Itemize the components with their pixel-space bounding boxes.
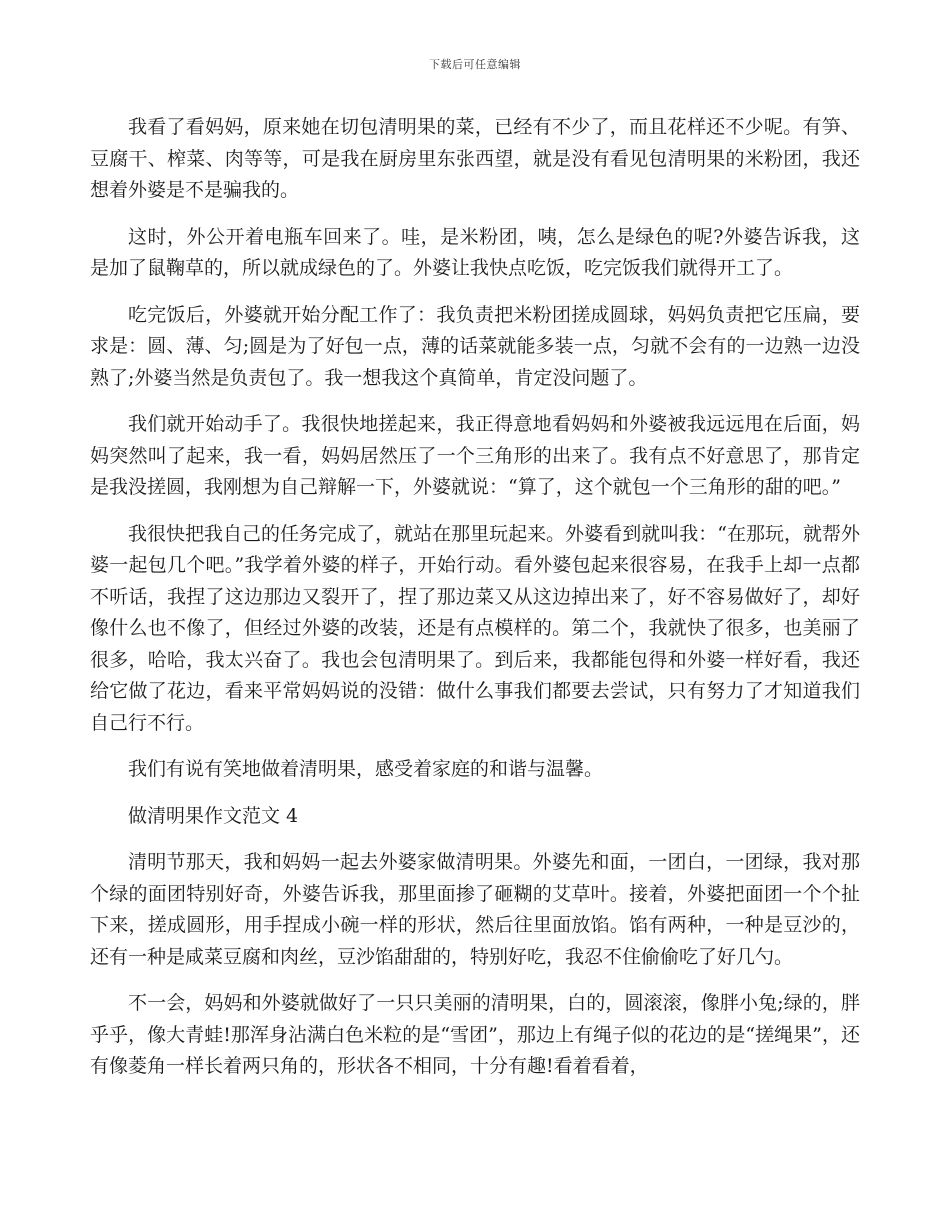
paragraph-1: 我看了看妈妈，原来她在切包清明果的菜，已经有不少了，而且花样还不少呢。有笋、豆腐干、榨菜、肉等等，可是我在厨房里东张西望，就是没有看见包清明果的米粉团，我还想着外婆是不是骗我的。 [90, 116, 860, 201]
section-heading: 做清明果作文范文 4 [128, 804, 299, 827]
document-body [90, 112, 860, 1098]
paragraph-4: 我们就开始动手了。我很快地搓起来，我正得意地看妈妈和外婆被我远远甩在后面，妈妈突然叫了起来，我一看，妈妈居然压了一个三角形的出来了。我有点不好意思了，那肯定是我没搓圆，我刚想为自己辩解一下，外婆就说：“算了，这个就包一个三角形的甜的吧。” [90, 413, 860, 498]
paragraph-7: 清明节那天，我和妈妈一起去外婆家做清明果。外婆先和面，一团白，一团绿，我对那个绿的面团特别好奇，外婆告诉我，那里面掺了砸糊的艾草叶。接着，外婆把面团一个个扯下来，搓成圆形，用手捏成小碗一样的形状，然后往里面放馅。馅有两种，一种是豆沙的，还有一种是咸菜豆腐和肉丝，豆沙馅甜甜的，特别好吃，我忍不住偷偷吃了好几勺。 [90, 851, 860, 968]
page-header-note: 下载后可任意编辑 [429, 58, 521, 71]
paragraph-5: 我很快把我自己的任务完成了，就站在那里玩起来。外婆看到就叫我：“在那玩，就帮外婆一起包几个吧。”我学着外婆的样子，开始行动。看外婆包起来很容易，在我手上却一点都不听话，我捏了这边那边又裂开了，捏了那边菜又从这边掉出来了，好不容易做好了，却好像什么也不像了，但经过外婆的改装，还是有点模样的。第二个，我就快了很多，也美丽了很多，哈哈，我太兴奋了。我也会包清明果了。到后来，我都能包得和外婆一样好看，我还给它做了花边，看来平常妈妈说的没错：做什么事我们都要去尝试，只有努力了才知道我们自己行不行。 [90, 522, 860, 734]
paragraph-8: 不一会，妈妈和外婆就做好了一只只美丽的清明果，白的，圆滚滚，像胖小兔;绿的，胖乎乎，像大青蛙!那浑身沾满白色米粒的是“雪团”，那边上有绳子似的花边的是“搓绳果”，还有像菱角一样长着两只角的，形状各不相同，十分有趣!看着看着， [90, 992, 860, 1077]
paragraph-2: 这时，外公开着电瓶车回来了。哇，是米粉团，咦，怎么是绿色的呢?外婆告诉我，这是加了鼠鞠草的，所以就成绿色的了。外婆让我快点吃饭，吃完饭我们就得开工了。 [90, 225, 860, 279]
paragraph-3: 吃完饭后，外婆就开始分配工作了：我负责把米粉团搓成圆球，妈妈负责把它压扁，要求是：圆、薄、匀;圆是为了好包一点，薄的话菜就能多装一点，匀就不会有的一边熟一边没熟了;外婆当然是负责包了。我一想我这个真简单，肯定没问题了。 [90, 303, 860, 389]
paragraph-6: 我们有说有笑地做着清明果，感受着家庭的和谐与温馨。 [128, 758, 604, 780]
